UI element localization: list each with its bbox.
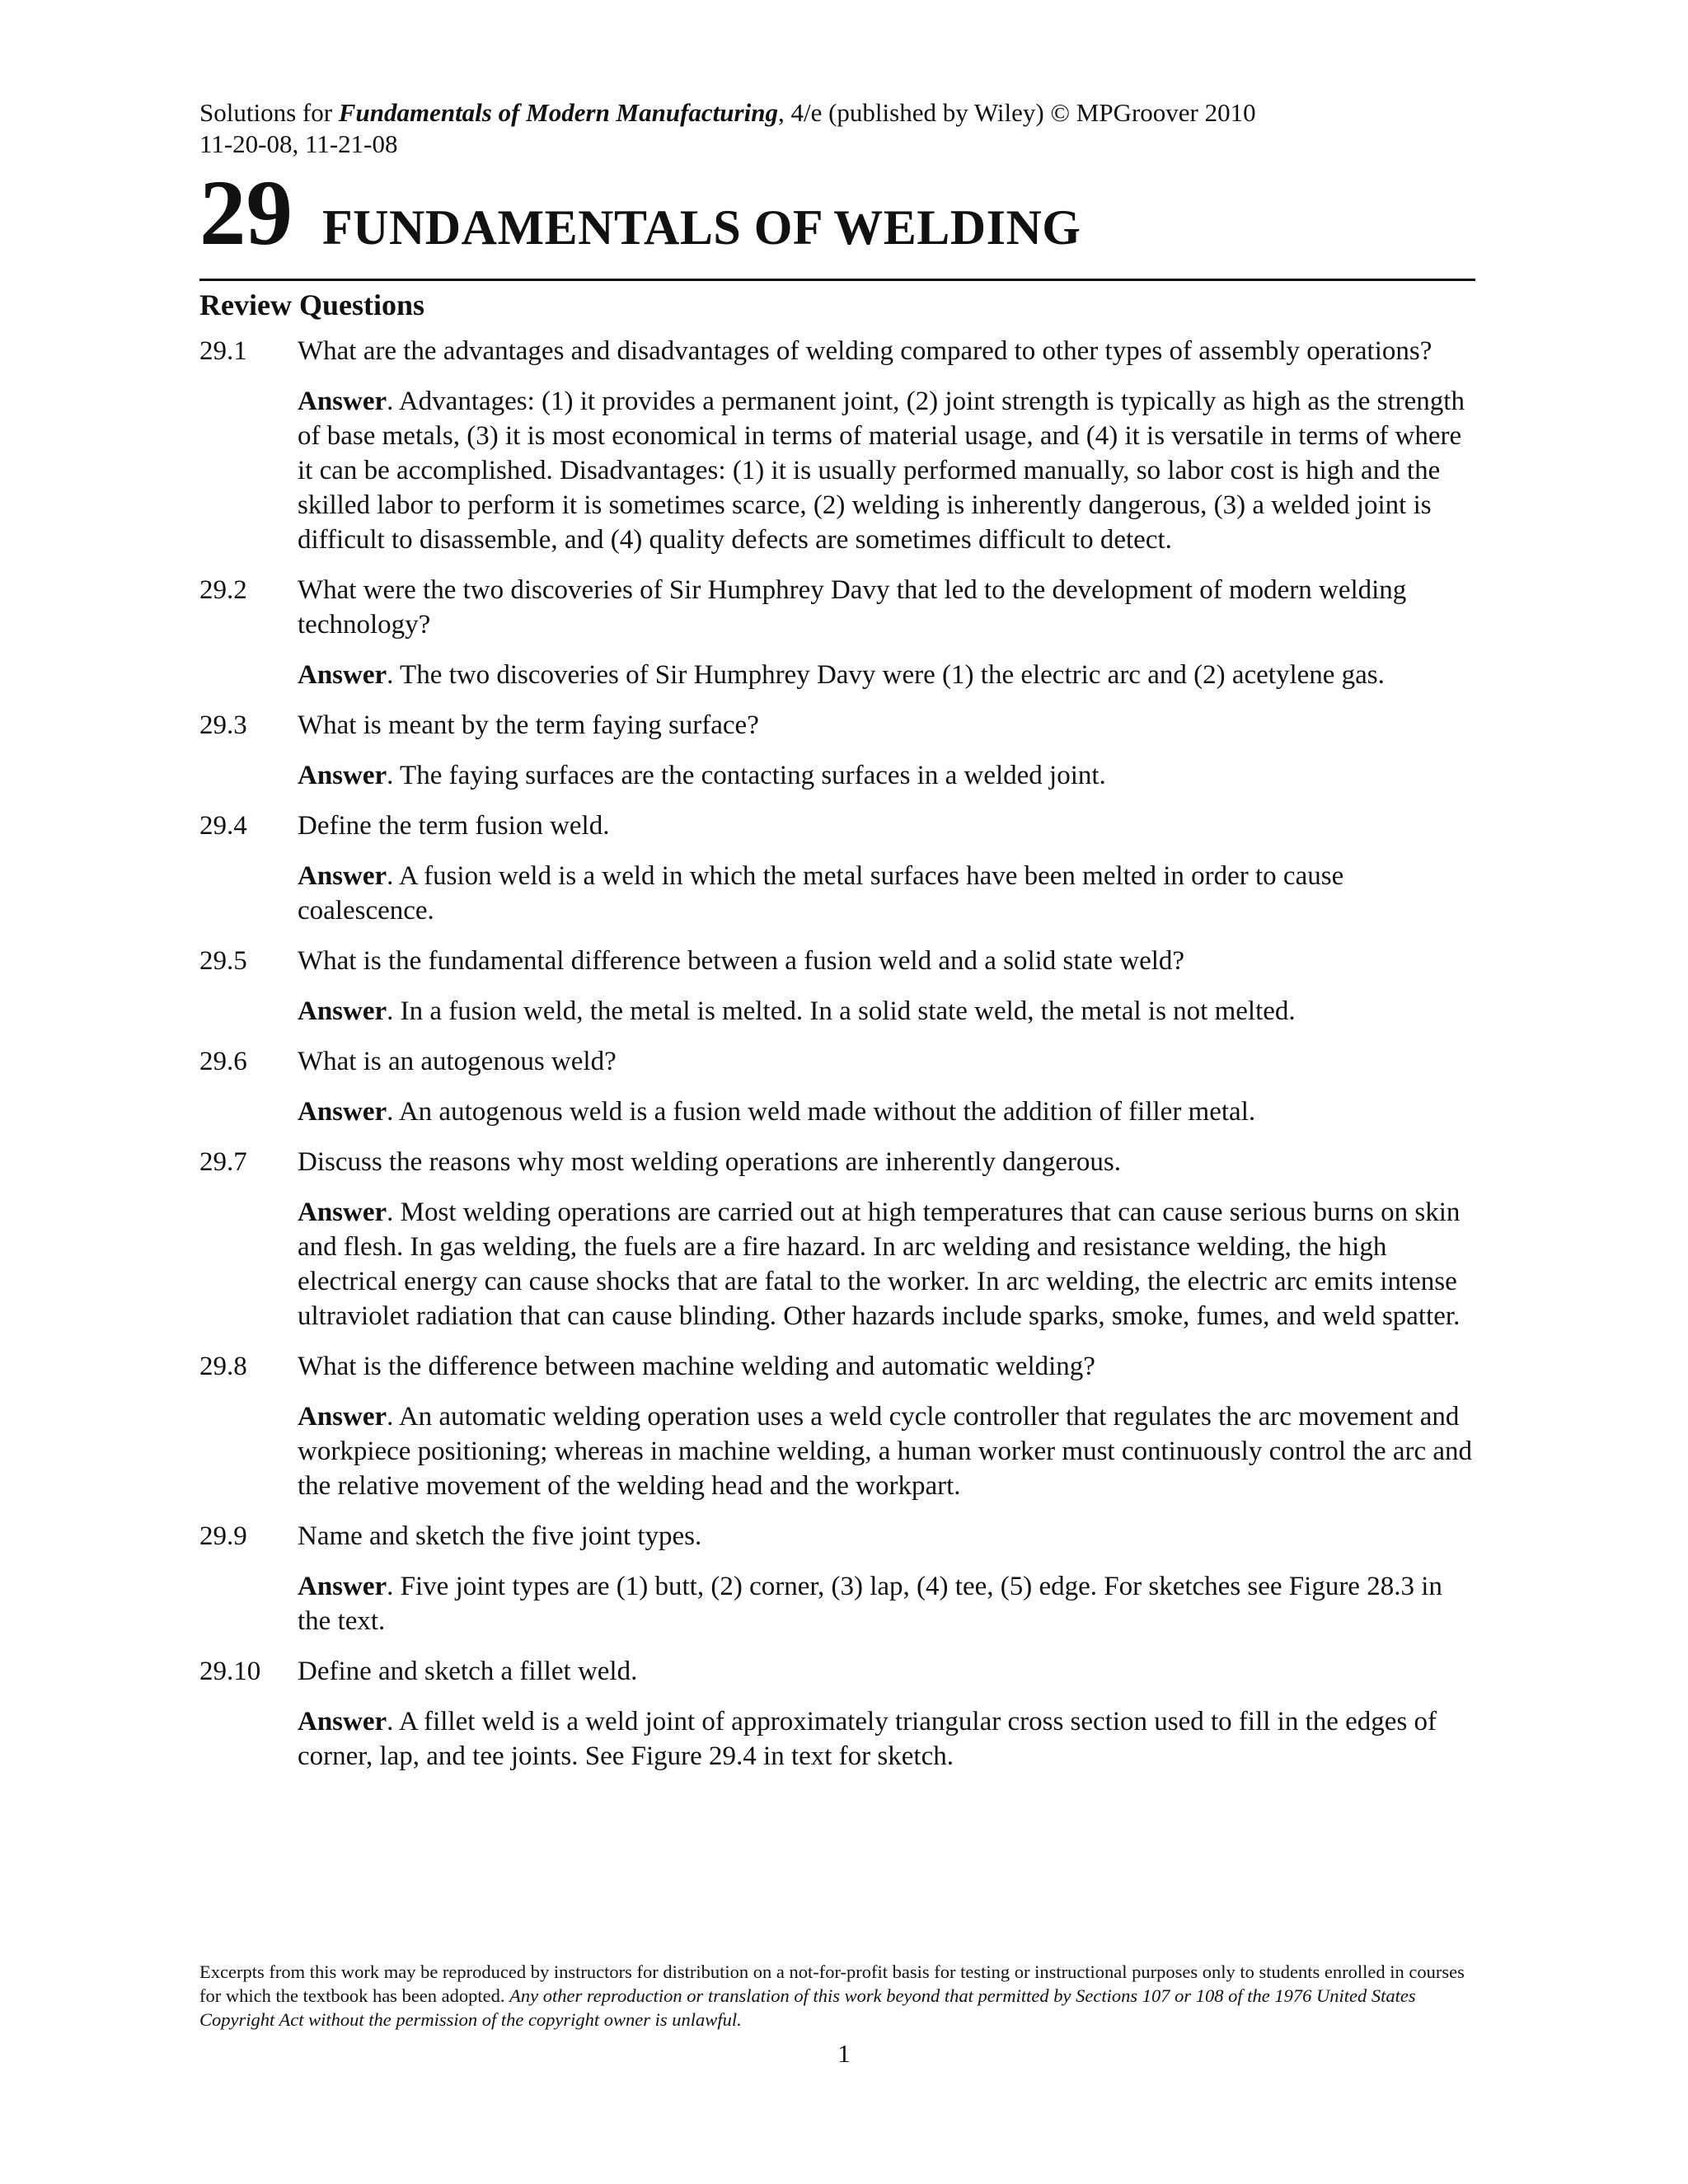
review-question-item <box>199 573 1475 692</box>
question-number: 29.2 <box>199 575 247 605</box>
answer-text: . A fusion weld is a weld in which the metal surfaces have been melted in order to cause coalescence. <box>298 861 1344 926</box>
question-number: 29.1 <box>199 336 247 366</box>
answer-label: Answer <box>298 1097 387 1127</box>
question-text: What is meant by the term faying surface? <box>298 710 759 740</box>
answer <box>298 859 1475 928</box>
question-number: 29.6 <box>199 1047 247 1076</box>
answer-label: Answer <box>298 1707 387 1736</box>
question-number: 29.9 <box>199 1521 247 1551</box>
question-text: Define and sketch a fillet weld. <box>298 1657 638 1686</box>
header-suffix: , 4/e (published by Wiley) © MPGroover 2010 <box>777 98 1256 127</box>
question-text: What is the fundamental difference between a fusion weld and a solid state weld? <box>298 946 1185 976</box>
chapter-heading <box>199 162 1475 265</box>
answer <box>298 384 1475 557</box>
question-text: What are the advantages and disadvantages of welding compared to other types of assembly operations? <box>298 336 1432 366</box>
answer-label: Answer <box>298 1402 387 1432</box>
book-title: Fundamentals of Modern Manufacturing <box>338 98 778 127</box>
review-question-item <box>199 944 1475 1029</box>
section-title: Review Questions <box>199 288 424 321</box>
review-question-item <box>199 708 1475 793</box>
review-question-item <box>199 1654 1475 1774</box>
copyright-footer <box>199 1960 1485 2032</box>
review-question-item <box>199 1145 1475 1333</box>
footer-plain-text: Excerpts from this work may be reproduced by instructors for distribution on a not-for-profit basis for testing or instructional purposes only to students enrolled in courses for which the textbook has been adopted. <box>199 1961 1465 2006</box>
review-question-item <box>199 808 1475 928</box>
answer <box>298 1195 1475 1333</box>
answer-text: . A fillet weld is a weld joint of approximately triangular cross section used to fill in the edges of corner, lap, and tee joints. See Figure 29.4 in text for sketch. <box>298 1707 1437 1771</box>
header-dates: 11-20-08, 11-21-08 <box>199 129 398 158</box>
header-prefix: Solutions for <box>199 98 339 127</box>
answer <box>298 658 1475 692</box>
answer-label: Answer <box>298 761 387 790</box>
answer-text: . Most welding operations are carried out at high temperatures that can cause serious burns on skin and flesh. In gas welding, the fuels are a fire hazard. In arc welding and resistance welding, the high electrical energy can cause shocks that are fatal to the worker. In arc welding, the electric arc emits intense ultraviolet radiation that can cause blinding. Other hazards include sparks, smoke, fumes, and weld spatter. <box>298 1197 1461 1331</box>
document-page <box>199 97 1475 1774</box>
answer-text: . An automatic welding operation uses a weld cycle controller that regulates the arc movement and workpiece positioning; whereas in machine welding, a human worker must continuously control the arc and the relative movement of the welding head and the workpart. <box>298 1402 1473 1501</box>
chapter-number: 29 <box>199 162 293 265</box>
review-question-item <box>199 1519 1475 1638</box>
answer-label: Answer <box>298 996 387 1026</box>
question-text: Discuss the reasons why most welding operations are inherently dangerous. <box>298 1147 1121 1177</box>
question-number: 29.5 <box>199 946 247 976</box>
answer-text: . Five joint types are (1) butt, (2) corner, (3) lap, (4) tee, (5) edge. For sketches see Figure 28.3 in the text. <box>298 1572 1442 1636</box>
answer <box>298 1704 1475 1774</box>
answer <box>298 1569 1475 1638</box>
chapter-title: FUNDAMENTALS OF WELDING <box>322 200 1081 255</box>
review-question-item <box>199 334 1475 557</box>
answer-text: . The two discoveries of Sir Humphrey Davy were (1) the electric arc and (2) acetylene gas. <box>387 660 1385 690</box>
answer-label: Answer <box>298 387 387 416</box>
running-header <box>199 97 1475 129</box>
review-questions-list <box>199 334 1475 1774</box>
question-number: 29.4 <box>199 811 247 841</box>
heading-rule <box>199 279 1475 281</box>
question-text: Define the term fusion weld. <box>298 811 610 841</box>
footer-italic-text: Any other reproduction or translation of this work beyond that permitted by Sections 107 or 108 of the 1976 United States Copyright Act without the permission of the copyright owner is unlawful. <box>199 1985 1416 2030</box>
question-text: What is an autogenous weld? <box>298 1047 617 1076</box>
question-number: 29.8 <box>199 1352 247 1381</box>
question-text: What is the difference between machine welding and automatic welding? <box>298 1352 1095 1381</box>
answer-label: Answer <box>298 861 387 891</box>
question-number: 29.10 <box>199 1657 261 1686</box>
answer-text: . The faying surfaces are the contacting surfaces in a welded joint. <box>387 761 1106 790</box>
answer <box>298 758 1475 793</box>
question-number: 29.7 <box>199 1147 247 1177</box>
answer <box>298 1399 1475 1503</box>
answer-text: . Advantages: (1) it provides a permanent joint, (2) joint strength is typically as high as the strength of base metals, (3) it is most economical in terms of material usage, and (4) it is versatile in terms of where it can be accomplished. Disadvantages: (1) it is usually performed manually, so labor cost is high and the skilled labor to perform it is sometimes scarce, (2) welding is inherently dangerous, (3) a welded joint is difficult to disassemble, and (4) quality defects are sometimes difficult to detect. <box>298 387 1465 555</box>
review-question-item <box>199 1349 1475 1503</box>
answer <box>298 994 1475 1029</box>
review-question-item <box>199 1044 1475 1129</box>
answer-text: . An autogenous weld is a fusion weld made without the addition of filler metal. <box>387 1097 1256 1127</box>
answer-label: Answer <box>298 1572 387 1601</box>
page-number: 1 <box>837 2039 851 2068</box>
answer <box>298 1094 1475 1129</box>
answer-label: Answer <box>298 660 387 690</box>
question-text: Name and sketch the five joint types. <box>298 1521 702 1551</box>
question-number: 29.3 <box>199 710 247 740</box>
answer-text: . In a fusion weld, the metal is melted. In a solid state weld, the metal is not melted. <box>387 996 1296 1026</box>
answer-label: Answer <box>298 1197 387 1227</box>
question-text: What were the two discoveries of Sir Humphrey Davy that led to the development of modern welding technology? <box>298 575 1407 640</box>
